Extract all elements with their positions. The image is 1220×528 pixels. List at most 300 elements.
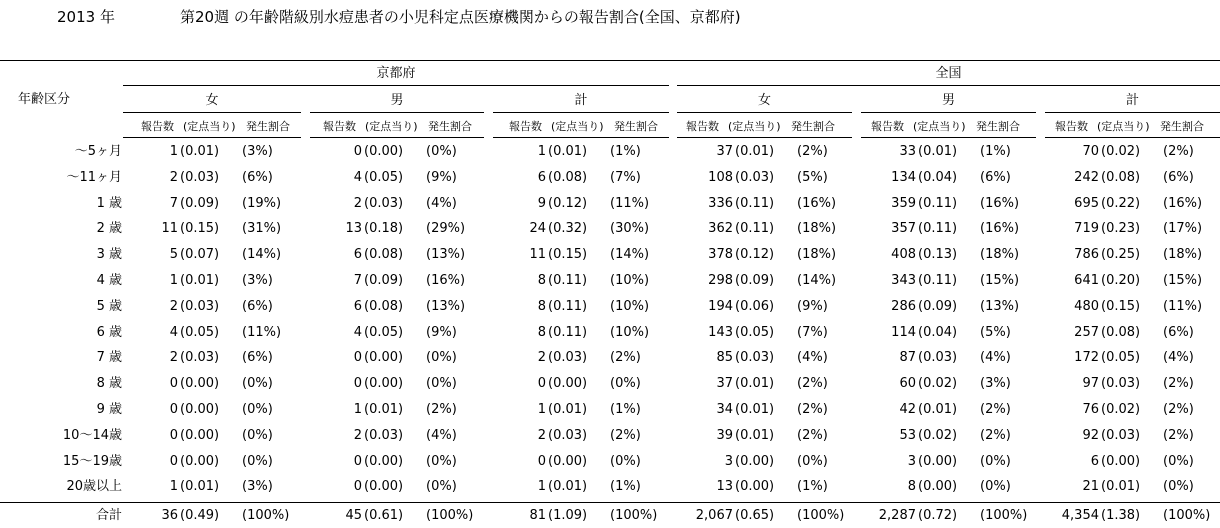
report-count: 70	[1082, 144, 1099, 159]
title-bar	[0, 0, 1220, 40]
ratio-value: (100%)	[1163, 508, 1211, 523]
per-site-value: (0.04)	[918, 325, 958, 340]
report-count: 0	[353, 479, 362, 494]
per-site-value: (0.02)	[1101, 402, 1141, 417]
per-site-value: (0.09)	[918, 299, 958, 314]
per-site-value: (0.03)	[364, 196, 404, 211]
report-count: 695	[1074, 196, 1099, 211]
ratio-value: (2%)	[610, 428, 641, 443]
ratio-value: (0%)	[242, 454, 273, 469]
ratio-value: (13%)	[980, 299, 1020, 314]
per-site-value: (0.00)	[364, 376, 404, 391]
ratio-value: (4%)	[1163, 350, 1194, 365]
report-count: 8	[537, 299, 546, 314]
per-site-value: (0.22)	[1101, 196, 1141, 211]
report-count: 362	[708, 221, 733, 236]
ratio-value: (0%)	[1163, 479, 1194, 494]
ratio-value: (18%)	[797, 221, 837, 236]
report-count: 2	[537, 350, 546, 365]
ratio-value: (2%)	[610, 350, 641, 365]
per-site-value: (0.00)	[180, 402, 220, 417]
subheader-rule-3	[493, 137, 669, 138]
ratio-value: (2%)	[1163, 144, 1194, 159]
per-site-value: (0.09)	[180, 196, 220, 211]
ratio-value: (6%)	[980, 170, 1011, 185]
ratio-value: (100%)	[797, 508, 845, 523]
report-count: 194	[708, 299, 733, 314]
report-count: 2,287	[878, 508, 916, 523]
ratio-value: (13%)	[426, 299, 466, 314]
per-site-value: (0.11)	[918, 273, 958, 288]
ratio-value: (2%)	[1163, 428, 1194, 443]
per-site-value: (0.00)	[735, 479, 775, 494]
ratio-value: (0%)	[242, 402, 273, 417]
report-count: 6	[353, 299, 362, 314]
report-count: 0	[169, 428, 178, 443]
ratio-value: (6%)	[242, 350, 273, 365]
ratio-value: (7%)	[797, 325, 828, 340]
per-site-value: (0.00)	[548, 454, 588, 469]
ratio-value: (0%)	[610, 454, 641, 469]
ratio-value: (3%)	[242, 273, 273, 288]
group-rule-3	[493, 112, 669, 113]
report-count: 37	[716, 376, 733, 391]
subheader-rule-2	[310, 137, 484, 138]
ratio-value: (1%)	[610, 402, 641, 417]
age-label: ～5ヶ月	[74, 144, 122, 159]
report-count: 8	[907, 479, 916, 494]
ratio-value: (2%)	[797, 402, 828, 417]
ratio-value: (0%)	[426, 350, 457, 365]
subheader-reports: 報告数	[686, 120, 719, 133]
age-label: 20歳以上	[66, 479, 122, 494]
ratio-value: (19%)	[242, 196, 282, 211]
per-site-value: (0.00)	[1101, 454, 1141, 469]
ratio-value: (0%)	[610, 376, 641, 391]
ratio-value: (10%)	[610, 299, 650, 314]
report-count: 0	[353, 144, 362, 159]
report-count: 172	[1074, 350, 1099, 365]
report-count: 257	[1074, 325, 1099, 340]
group-rule-6	[1045, 112, 1220, 113]
ratio-value: (2%)	[797, 428, 828, 443]
ratio-value: (4%)	[980, 350, 1011, 365]
subheader-reports: 報告数	[1055, 120, 1088, 133]
ratio-value: (2%)	[980, 428, 1011, 443]
per-site-value: (0.01)	[918, 144, 958, 159]
per-site-value: (0.08)	[1101, 325, 1141, 340]
report-count: 1	[169, 479, 178, 494]
per-site-value: (0.08)	[548, 170, 588, 185]
per-site-value: (0.02)	[1101, 144, 1141, 159]
ratio-value: (3%)	[242, 144, 273, 159]
subheader-ratio: 発生割合	[791, 120, 835, 133]
group-header: 男	[941, 93, 955, 108]
per-site-value: (0.08)	[1101, 170, 1141, 185]
ratio-value: (7%)	[610, 170, 641, 185]
subheader-per-site: (定点当り)	[183, 120, 236, 133]
per-site-value: (0.11)	[735, 221, 775, 236]
ratio-value: (6%)	[242, 170, 273, 185]
ratio-value: (0%)	[426, 376, 457, 391]
ratio-value: (14%)	[797, 273, 837, 288]
group-header: 計	[574, 93, 588, 108]
report-count: 641	[1074, 273, 1099, 288]
per-site-value: (0.01)	[1101, 479, 1141, 494]
per-site-value: (0.07)	[180, 247, 220, 262]
table-top-rule	[0, 60, 1220, 61]
report-count: 92	[1082, 428, 1099, 443]
per-site-value: (0.03)	[548, 350, 588, 365]
report-count: 343	[891, 273, 916, 288]
region-header: 全国	[935, 66, 962, 81]
report-count: 0	[537, 376, 546, 391]
report-count: 1	[169, 144, 178, 159]
report-count: 336	[708, 196, 733, 211]
ratio-value: (16%)	[426, 273, 466, 288]
ratio-value: (9%)	[426, 170, 457, 185]
per-site-value: (1.38)	[1101, 508, 1141, 523]
group-rule-1	[123, 112, 301, 113]
report-year: 2013 年	[57, 8, 115, 26]
region-header: 京都府	[376, 66, 416, 81]
ratio-value: (3%)	[980, 376, 1011, 391]
report-count: 13	[345, 221, 362, 236]
group-header: 女	[205, 93, 219, 108]
ratio-value: (16%)	[980, 221, 1020, 236]
per-site-value: (0.15)	[1101, 299, 1141, 314]
per-site-value: (0.09)	[735, 273, 775, 288]
ratio-value: (18%)	[980, 247, 1020, 262]
per-site-value: (0.00)	[364, 350, 404, 365]
per-site-value: (1.09)	[548, 508, 588, 523]
report-count: 3	[724, 454, 733, 469]
per-site-value: (0.01)	[364, 402, 404, 417]
ratio-value: (0%)	[242, 428, 273, 443]
per-site-value: (0.01)	[918, 402, 958, 417]
ratio-value: (0%)	[980, 454, 1011, 469]
ratio-value: (30%)	[610, 221, 650, 236]
per-site-value: (0.00)	[735, 454, 775, 469]
per-site-value: (0.04)	[918, 170, 958, 185]
report-count: 34	[716, 402, 733, 417]
per-site-value: (0.20)	[1101, 273, 1141, 288]
per-site-value: (0.00)	[548, 376, 588, 391]
ratio-value: (100%)	[980, 508, 1028, 523]
per-site-value: (0.03)	[364, 428, 404, 443]
report-count: 33	[899, 144, 916, 159]
per-site-value: (0.01)	[180, 479, 220, 494]
report-count: 5	[169, 247, 178, 262]
report-count: 24	[529, 221, 546, 236]
age-label: 8 歳	[96, 376, 122, 391]
report-count: 108	[708, 170, 733, 185]
per-site-value: (0.11)	[918, 196, 958, 211]
subheader-rule-6	[1045, 137, 1220, 138]
report-count: 8	[537, 325, 546, 340]
report-count: 81	[529, 508, 546, 523]
report-count: 9	[537, 196, 546, 211]
ratio-value: (29%)	[426, 221, 466, 236]
ratio-value: (0%)	[1163, 454, 1194, 469]
report-count: 11	[529, 247, 546, 262]
per-site-value: (0.00)	[180, 376, 220, 391]
report-count: 0	[169, 402, 178, 417]
report-count: 76	[1082, 402, 1099, 417]
ratio-value: (9%)	[797, 299, 828, 314]
ratio-value: (6%)	[1163, 325, 1194, 340]
ratio-value: (2%)	[797, 376, 828, 391]
age-label: 15～19歳	[62, 454, 122, 469]
per-site-value: (0.15)	[548, 247, 588, 262]
subheader-per-site: (定点当り)	[913, 120, 966, 133]
report-count: 408	[891, 247, 916, 262]
report-count: 719	[1074, 221, 1099, 236]
total-rule	[0, 502, 1220, 503]
per-site-value: (0.00)	[364, 454, 404, 469]
report-count: 13	[716, 479, 733, 494]
report-count: 143	[708, 325, 733, 340]
ratio-value: (2%)	[980, 402, 1011, 417]
report-count: 3	[907, 454, 916, 469]
ratio-value: (4%)	[426, 196, 457, 211]
ratio-value: (1%)	[797, 479, 828, 494]
per-site-value: (0.65)	[735, 508, 775, 523]
ratio-value: (11%)	[1163, 299, 1203, 314]
ratio-value: (4%)	[426, 428, 457, 443]
report-count: 0	[353, 350, 362, 365]
subheader-reports: 報告数	[871, 120, 904, 133]
per-site-value: (0.13)	[918, 247, 958, 262]
per-site-value: (0.01)	[548, 479, 588, 494]
ratio-value: (0%)	[426, 144, 457, 159]
report-count: 2	[169, 170, 178, 185]
per-site-value: (0.49)	[180, 508, 220, 523]
per-site-value: (0.61)	[364, 508, 404, 523]
per-site-value: (0.05)	[364, 170, 404, 185]
ratio-value: (5%)	[797, 170, 828, 185]
per-site-value: (0.03)	[180, 170, 220, 185]
subheader-per-site: (定点当り)	[728, 120, 781, 133]
per-site-value: (0.15)	[180, 221, 220, 236]
ratio-value: (2%)	[797, 144, 828, 159]
per-site-value: (0.03)	[735, 170, 775, 185]
report-count: 0	[169, 454, 178, 469]
subheader-ratio: 発生割合	[246, 120, 290, 133]
per-site-value: (0.02)	[918, 376, 958, 391]
report-count: 357	[891, 221, 916, 236]
report-count: 7	[169, 196, 178, 211]
report-count: 85	[716, 350, 733, 365]
report-count: 2	[537, 428, 546, 443]
ratio-value: (16%)	[797, 196, 837, 211]
report-count: 37	[716, 144, 733, 159]
per-site-value: (0.25)	[1101, 247, 1141, 262]
subheader-ratio: 発生割合	[428, 120, 472, 133]
per-site-value: (0.03)	[548, 428, 588, 443]
per-site-value: (0.01)	[735, 376, 775, 391]
per-site-value: (0.00)	[364, 144, 404, 159]
report-count: 11	[161, 221, 178, 236]
subheader-ratio: 発生割合	[1160, 120, 1204, 133]
per-site-value: (0.11)	[548, 299, 588, 314]
ratio-value: (4%)	[797, 350, 828, 365]
age-label: 7 歳	[96, 350, 122, 365]
report-count: 1	[353, 402, 362, 417]
per-site-value: (0.32)	[548, 221, 588, 236]
ratio-value: (14%)	[242, 247, 282, 262]
ratio-value: (1%)	[610, 144, 641, 159]
ratio-value: (14%)	[610, 247, 650, 262]
ratio-value: (11%)	[610, 196, 650, 211]
report-count: 6	[353, 247, 362, 262]
per-site-value: (0.08)	[364, 299, 404, 314]
report-count: 1	[169, 273, 178, 288]
report-count: 0	[353, 454, 362, 469]
report-count: 2	[169, 350, 178, 365]
per-site-value: (0.18)	[364, 221, 404, 236]
ratio-value: (6%)	[242, 299, 273, 314]
ratio-value: (16%)	[980, 196, 1020, 211]
age-label: 3 歳	[96, 247, 122, 262]
report-count: 4,354	[1061, 508, 1099, 523]
ratio-value: (2%)	[1163, 376, 1194, 391]
ratio-value: (1%)	[610, 479, 641, 494]
per-site-value: (0.11)	[548, 273, 588, 288]
ratio-value: (11%)	[242, 325, 282, 340]
group-header: 計	[1125, 93, 1139, 108]
age-label: ～11ヶ月	[66, 170, 122, 185]
report-count: 6	[537, 170, 546, 185]
age-label: 10～14歳	[62, 428, 122, 443]
per-site-value: (0.00)	[918, 479, 958, 494]
subheader-reports: 報告数	[509, 120, 542, 133]
per-site-value: (0.11)	[548, 325, 588, 340]
report-count: 87	[899, 350, 916, 365]
region-rule-kyoto	[123, 85, 669, 86]
report-count: 2	[169, 299, 178, 314]
per-site-value: (0.05)	[180, 325, 220, 340]
report-count: 1	[537, 402, 546, 417]
per-site-value: (0.09)	[364, 273, 404, 288]
ratio-value: (100%)	[242, 508, 290, 523]
ratio-value: (2%)	[1163, 402, 1194, 417]
per-site-value: (0.12)	[548, 196, 588, 211]
per-site-value: (0.11)	[918, 221, 958, 236]
subheader-rule-4	[677, 137, 852, 138]
ratio-value: (100%)	[426, 508, 474, 523]
report-count: 2,067	[695, 508, 733, 523]
age-header: 年齢区分	[18, 92, 71, 107]
group-rule-4	[677, 112, 852, 113]
report-count: 42	[899, 402, 916, 417]
report-count: 359	[891, 196, 916, 211]
per-site-value: (0.03)	[918, 350, 958, 365]
ratio-value: (17%)	[1163, 221, 1203, 236]
report-count: 45	[345, 508, 362, 523]
subheader-rule-1	[123, 137, 301, 138]
report-count: 39	[716, 428, 733, 443]
ratio-value: (0%)	[242, 376, 273, 391]
ratio-value: (0%)	[980, 479, 1011, 494]
ratio-value: (31%)	[242, 221, 282, 236]
per-site-value: (0.01)	[735, 402, 775, 417]
report-title: 第20週 の年齢階級別水痘患者の小児科定点医療機関からの報告割合(全国、京都府)	[180, 8, 741, 26]
ratio-value: (0%)	[426, 479, 457, 494]
per-site-value: (0.03)	[1101, 376, 1141, 391]
age-label: 5 歳	[96, 299, 122, 314]
report-count: 8	[537, 273, 546, 288]
subheader-per-site: (定点当り)	[1097, 120, 1150, 133]
per-site-value: (0.01)	[735, 428, 775, 443]
ratio-value: (6%)	[1163, 170, 1194, 185]
report-count: 2	[353, 428, 362, 443]
per-site-value: (0.00)	[918, 454, 958, 469]
report-count: 7	[353, 273, 362, 288]
per-site-value: (0.06)	[735, 299, 775, 314]
per-site-value: (0.05)	[1101, 350, 1141, 365]
per-site-value: (0.05)	[735, 325, 775, 340]
per-site-value: (0.01)	[735, 144, 775, 159]
report-count: 4	[169, 325, 178, 340]
ratio-value: (9%)	[426, 325, 457, 340]
report-count: 114	[891, 325, 916, 340]
report-count: 60	[899, 376, 916, 391]
per-site-value: (0.05)	[364, 325, 404, 340]
subheader-per-site: (定点当り)	[365, 120, 418, 133]
subheader-per-site: (定点当り)	[551, 120, 604, 133]
report-count: 4	[353, 325, 362, 340]
report-count: 36	[161, 508, 178, 523]
per-site-value: (0.11)	[735, 196, 775, 211]
per-site-value: (0.00)	[364, 479, 404, 494]
per-site-value: (0.02)	[918, 428, 958, 443]
per-site-value: (0.03)	[1101, 428, 1141, 443]
report-count: 480	[1074, 299, 1099, 314]
age-label: 9 歳	[96, 402, 122, 417]
report-count: 1	[537, 479, 546, 494]
ratio-value: (10%)	[610, 273, 650, 288]
subheader-ratio: 発生割合	[614, 120, 658, 133]
per-site-value: (0.00)	[180, 428, 220, 443]
per-site-value: (0.01)	[180, 144, 220, 159]
report-count: 4	[353, 170, 362, 185]
per-site-value: (0.01)	[548, 402, 588, 417]
age-label: 6 歳	[96, 325, 122, 340]
per-site-value: (0.03)	[180, 299, 220, 314]
report-count: 0	[169, 376, 178, 391]
subheader-reports: 報告数	[141, 120, 174, 133]
region-rule-national	[677, 85, 1220, 86]
group-rule-5	[861, 112, 1036, 113]
report-count: 286	[891, 299, 916, 314]
report-count: 298	[708, 273, 733, 288]
report-count: 786	[1074, 247, 1099, 262]
per-site-value: (0.01)	[548, 144, 588, 159]
ratio-value: (2%)	[426, 402, 457, 417]
age-label: 1 歳	[96, 196, 122, 211]
subheader-rule-5	[861, 137, 1036, 138]
report-count: 53	[899, 428, 916, 443]
report-count: 1	[537, 144, 546, 159]
ratio-value: (100%)	[610, 508, 658, 523]
ratio-value: (0%)	[426, 454, 457, 469]
ratio-value: (13%)	[426, 247, 466, 262]
report-count: 242	[1074, 170, 1099, 185]
per-site-value: (0.12)	[735, 247, 775, 262]
report-count: 2	[353, 196, 362, 211]
ratio-value: (0%)	[797, 454, 828, 469]
